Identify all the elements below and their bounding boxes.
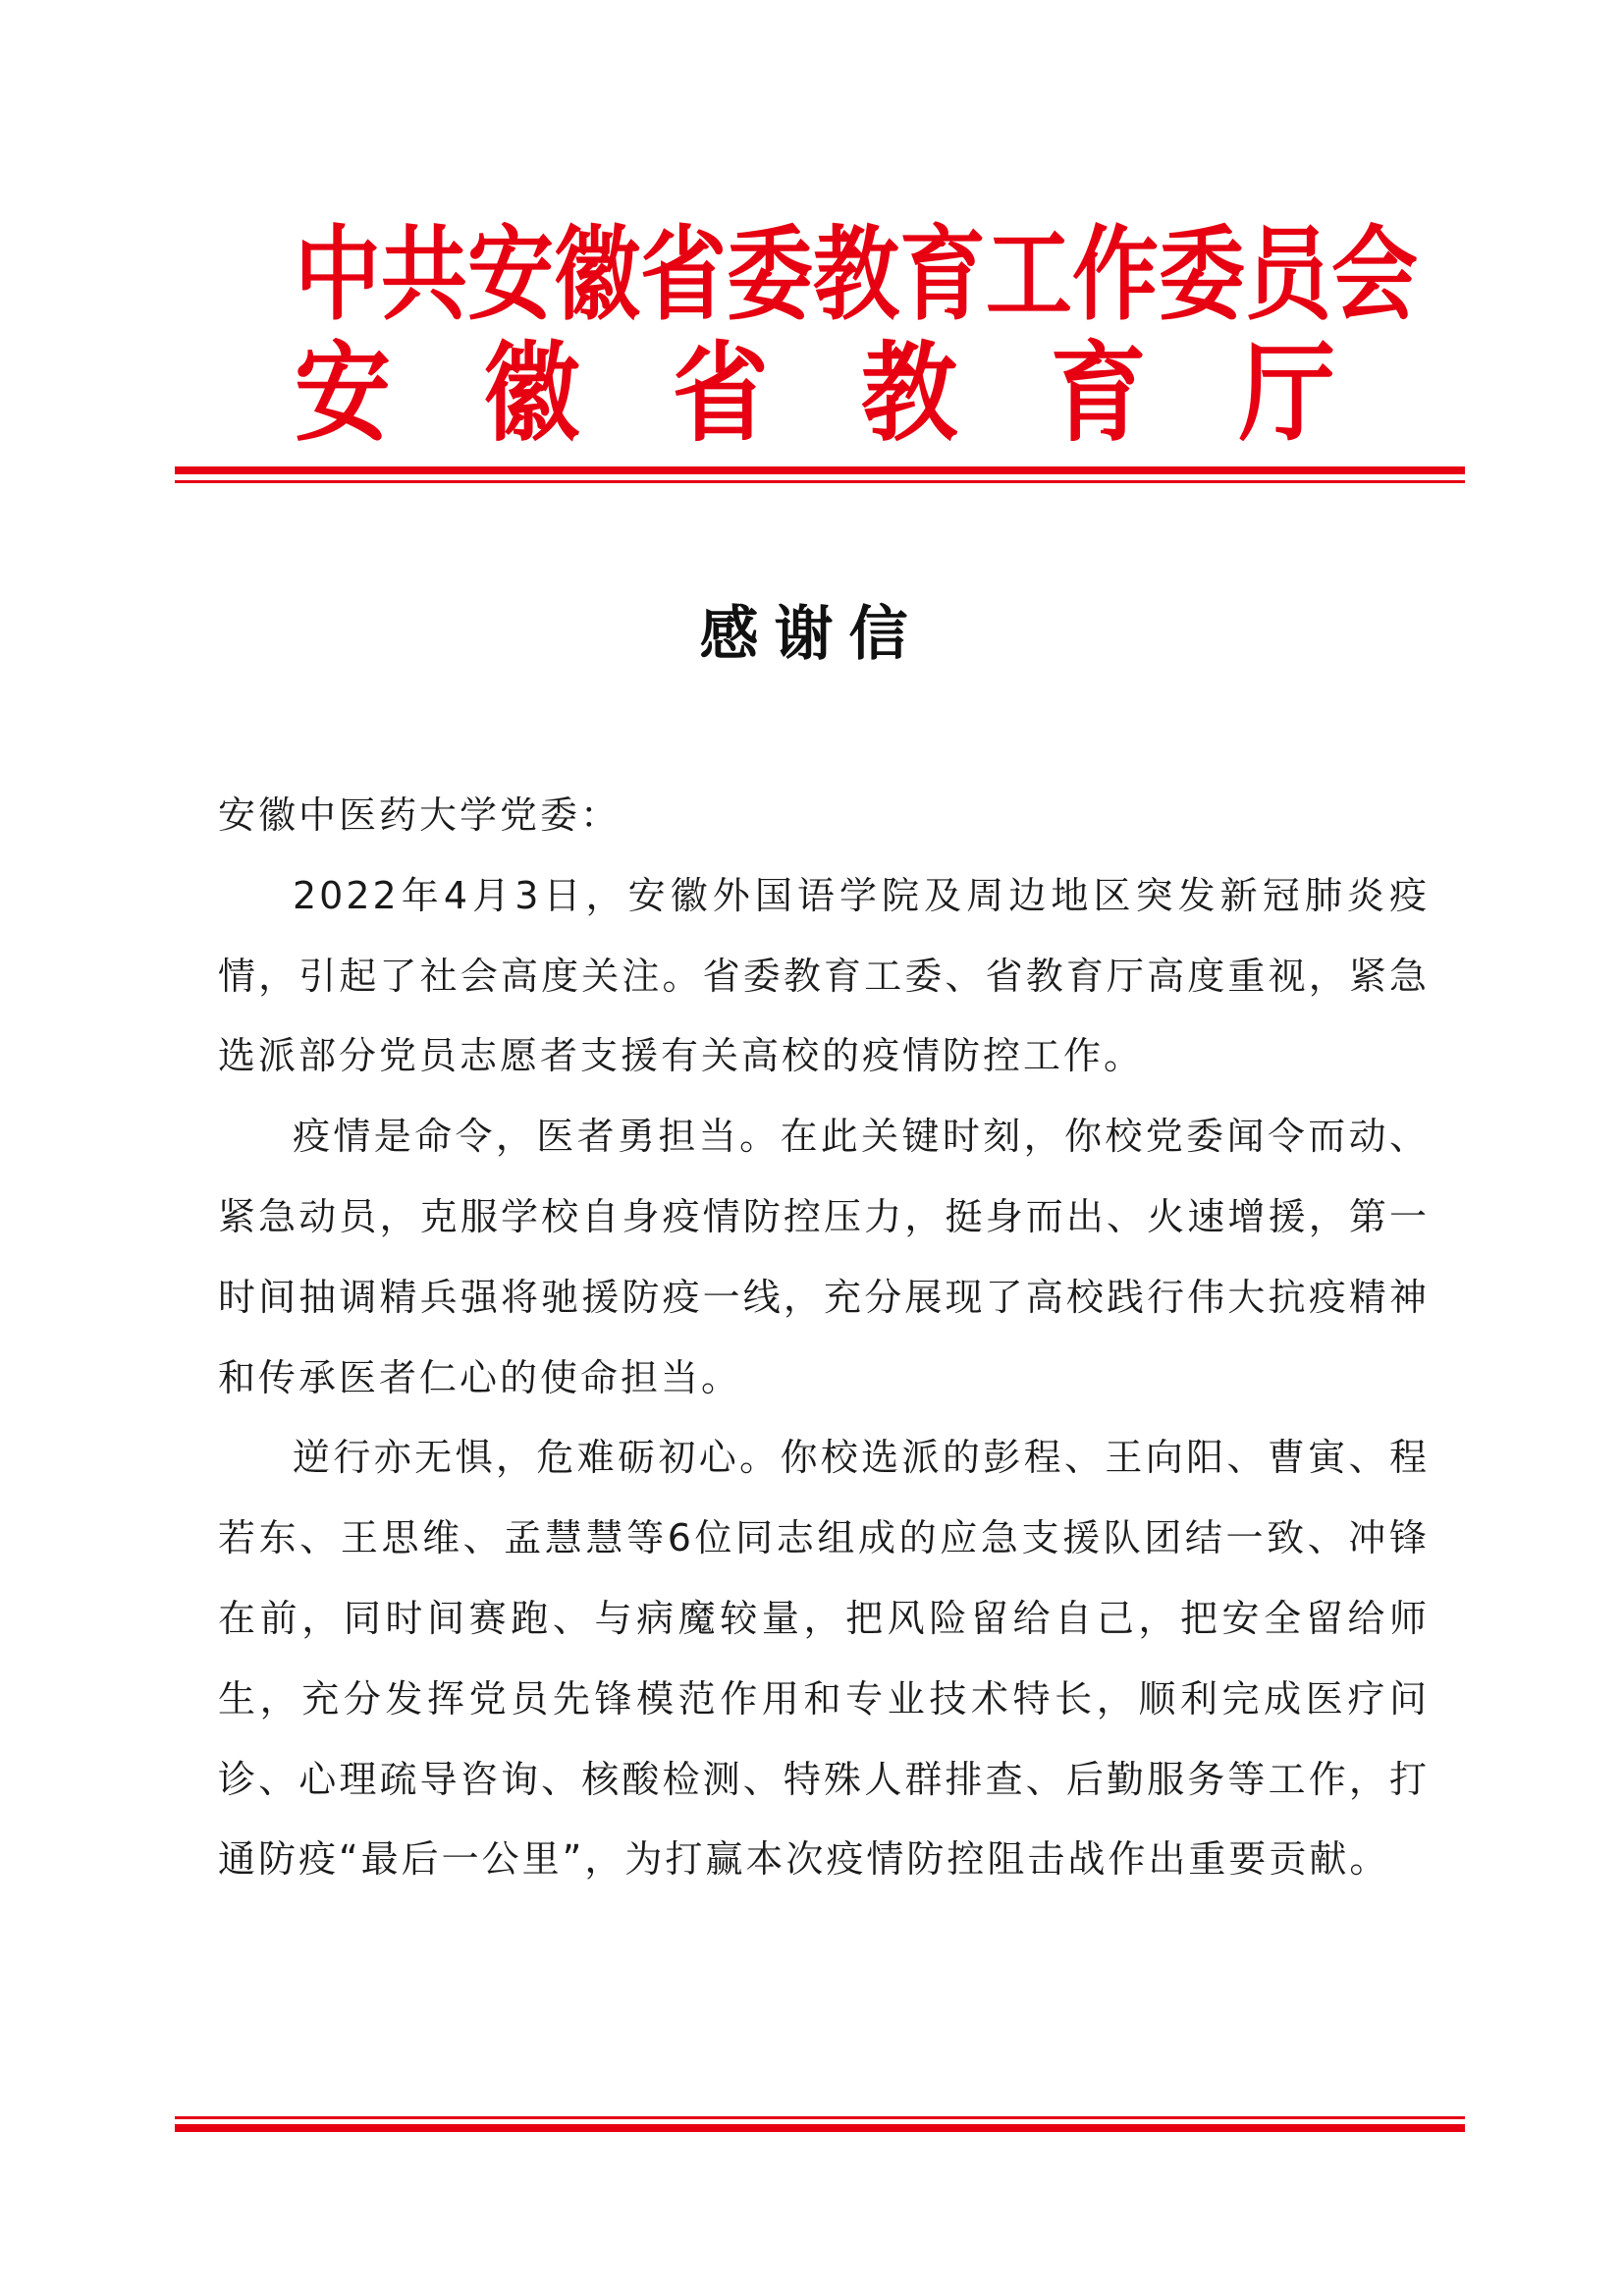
letterhead-org-name: 中共安徽省委教育工作委员会: [295, 213, 1419, 335]
letterhead-char: 教: [861, 330, 958, 458]
salutation: 安徽中医药大学党委：: [218, 793, 622, 837]
paragraph: 疫情是命令，医者勇担当。在此关键时刻，你校党委闻令而动、紧急动员，克服学校自身疫情防控压力，挺身而出、火速增援，第一时间抽调精兵强将驰援防疫一线，充分展现了高校践行伟大抗疫精神和传承医者仁心的使命担当。: [218, 1115, 1430, 1399]
letterhead-char: 徽: [483, 330, 580, 458]
paragraph: 2022年4月3日，安徽外国语学院及周边地区突发新冠肺炎疫情，引起了社会高度关注。省委教育工委、省教育厅高度重视，紧急选派部分党员志愿者支援有关高校的疫情防控工作。: [218, 873, 1430, 1078]
letterhead-rule-thick: [175, 466, 1465, 474]
letterhead-char: 育: [1050, 330, 1147, 458]
letterhead-char: 厅: [1238, 330, 1335, 458]
letterhead-department-name: [295, 330, 1335, 458]
footer-rule-thin: [175, 2116, 1465, 2119]
footer-rule-thick: [175, 2124, 1465, 2132]
letterhead-char: 省: [672, 330, 769, 458]
letterhead-rule-thin: [175, 480, 1465, 483]
letterhead-char: 安: [295, 330, 392, 458]
document-title: 感谢信: [699, 600, 924, 669]
paragraph: 逆行亦无惧，危难砺初心。你校选派的彭程、王向阳、曹寅、程若东、王思维、孟慧慧等6位同志组成的应急支援队团结一致、冲锋在前，同时间赛跑、与病魔较量，把风险留给自己，把安全留给师生，充分发挥党员先锋模范作用和专业技术特长，顺利完成医疗问诊、心理疏导咨询、核酸检测、特殊人群排查、后勤服务等工作，打通防疫“最后一公里”，为打赢本次疫情防控阻击战作出重要贡献。: [218, 1436, 1430, 1882]
letter-body: [218, 776, 1430, 1900]
